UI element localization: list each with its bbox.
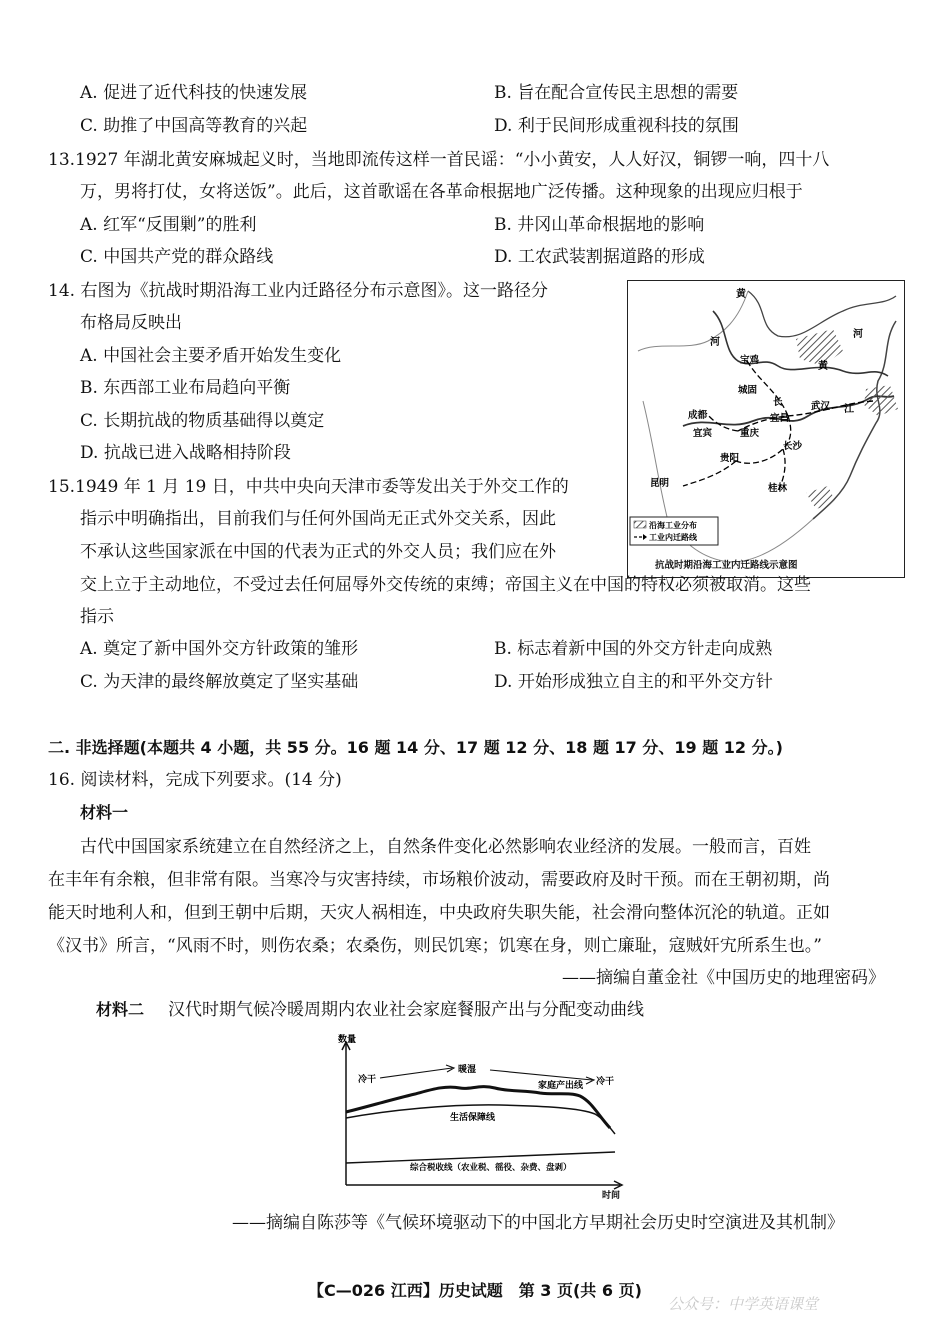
watermark-text: 公众号：中学英语课堂 (668, 1295, 819, 1313)
map-label-guiyang: 贵阳 (720, 453, 740, 464)
material-1-line4: 《汉书》所言，“风雨不时，则伤农桑；农桑伤，则民饥寒；饥寒在身，则亡廉耻，寇贼奸宄所系生也。” (48, 936, 822, 956)
map-drawing (628, 281, 904, 577)
map-label-chang: 长 (773, 397, 783, 408)
q14-stem-line1: 14. 右图为《抗战时期沿海工业内迁路径分布示意图》。这一路径分 (48, 281, 548, 301)
section-2-title: 二. 非选择题(本题共 4 小题，共 55 分。16 题 14 分、17 题 12 分、18 题 17 分、19 题 12 分。) (48, 738, 783, 757)
chart-drawing (330, 1030, 630, 1200)
q13-option-b: B. 井冈山革命根据地的影响 (494, 215, 705, 235)
q15-option-a: A. 奠定了新中国外交方针政策的雏形 (80, 639, 359, 659)
q15-stem-line3: 不承认这些国家派在中国的代表为正式的外交人员；我们应在外 (80, 542, 556, 562)
q12-option-a: A. 促进了近代科技的快速发展 (80, 83, 308, 103)
map-caption: 抗战时期沿海工业内迁路线示意图 (655, 560, 798, 571)
material-1-line2: 在丰年有余粮，但非常有限。当寒冷与灾害持续，市场粮价波动，需要政府及时干预。而在王朝初期，尚 (48, 870, 830, 890)
map-label-chenggu: 城固 (738, 385, 758, 396)
label-subsistence: 生活保障线 (450, 1113, 496, 1123)
map-label-huang: 黄 (736, 289, 746, 300)
western-border (638, 291, 748, 351)
q15-stem-line4: 交上立于主动地位，不受过去任何屈辱外交传统的束缚；帝国主义在中国的特权必须被取消。这些 (80, 575, 811, 595)
q15-stem-line2: 指示中明确指出，目前我们与任何外国尚无正式外交关系，因此 (80, 509, 556, 529)
q13-option-a: A. 红军“反围剿”的胜利 (80, 215, 257, 235)
page-footer: 【C—026 江西】历史试题 第 3 页(共 6 页) (308, 1281, 642, 1300)
material-1-source: ——摘编自董金社《中国历史的地理密码》 (562, 968, 885, 988)
label-cold-dry-left: 冷干 (358, 1075, 377, 1085)
northern-border (748, 291, 896, 337)
y-axis-label: 数量 (338, 1035, 357, 1045)
q13-stem-line1: 13.1927 年湖北黄安麻城起义时，当地即流传这样一首民谣：“小小黄安，人人好汉，铜锣一响，四十八 (48, 150, 830, 170)
map-label-jiang: 江 (844, 404, 854, 415)
label-warm-wet: 暖湿 (458, 1065, 477, 1075)
q12-option-b: B. 旨在配合宣传民主思想的需要 (494, 83, 739, 103)
material-1-label: 材料一 (80, 803, 129, 822)
q15-stem-line5: 指示 (80, 607, 114, 627)
q15-option-c: C. 为天津的最终解放奠定了坚实基础 (80, 672, 359, 692)
q16-prompt: 16. 阅读材料，完成下列要求。(14 分) (48, 770, 342, 790)
material-1-line3: 能天时地利人和，但到王朝中后期，天灾人祸相连，中央政府失职失能，社会滑向整体沉沦的轨道。正如 (48, 903, 830, 923)
q14-option-b: B. 东西部工业布局趋向平衡 (80, 378, 291, 398)
x-axis-label: 时间 (602, 1191, 621, 1200)
arrow-warm-to-cold-head (586, 1077, 594, 1084)
q13-option-d: D. 工农武装割据道路的形成 (494, 247, 705, 267)
map-label-changsha: 长沙 (783, 441, 803, 452)
q14-option-a: A. 中国社会主要矛盾开始发生变化 (80, 346, 342, 366)
climate-output-chart (330, 1030, 630, 1200)
label-tax-line: 综合税收线（农业税、徭役、杂费、盘剥） (410, 1163, 572, 1173)
map-label-guilin: 桂林 (768, 483, 788, 494)
map-label-huang-2: 黄 (818, 361, 828, 372)
q14-stem-line2: 布格局反映出 (80, 313, 182, 333)
q12-option-d: D. 利于民间形成重视科技的氛围 (494, 116, 739, 136)
map-label-yichang: 宜昌 (770, 413, 790, 424)
industry-zone-south (806, 486, 836, 509)
q14-option-d: D. 抗战已进入战略相持阶段 (80, 443, 291, 463)
q13-stem-line2: 万，男将打仗，女将送饭”。此后，这首歌谣在各革命根据地广泛传播。这种现象的出现应归根于 (80, 182, 803, 202)
q15-option-d: D. 开始形成独立自主的和平外交方针 (494, 672, 773, 692)
material-1-line1: 古代中国国家系统建立在自然经济之上，自然条件变化必然影响农业经济的发展。一般而言，百姓 (80, 837, 811, 857)
map-label-chengdu: 成都 (688, 410, 708, 421)
industry-zone-east (864, 385, 898, 416)
label-cold-dry-right: 冷干 (596, 1077, 615, 1087)
material-2-title: 汉代时期气候冷暖周期内农业社会家庭餐服产出与分配变动曲线 (168, 1000, 644, 1020)
arrow-warm-to-cold (490, 1070, 592, 1080)
map-label-he-2: 河 (853, 329, 863, 340)
tax-line (346, 1152, 615, 1163)
map-label-kunming: 昆明 (650, 478, 670, 489)
route-guiyang-kunming (683, 461, 736, 486)
material-2-source: ——摘编自陈莎等《气候环境驱动下的中国北方早期社会历史时空演进及其机制》 (232, 1213, 844, 1233)
legend-industry-swatch (634, 521, 646, 528)
map-label-wuhan: 武汉 (811, 401, 831, 412)
q13-option-c: C. 中国共产党的群众路线 (80, 247, 274, 267)
q14-option-c: C. 长期抗战的物质基础得以奠定 (80, 411, 325, 431)
map-label-baoji: 宝鸡 (740, 355, 760, 366)
material-2-label: 材料二 (96, 1000, 145, 1019)
q15-option-b: B. 标志着新中国的外交方针走向成熟 (494, 639, 773, 659)
map-label-he: 河 (710, 337, 720, 348)
map-label-yibin: 宜宾 (693, 428, 713, 439)
q15-stem-line1: 15.1949 年 1 月 19 日，中共中央向天津市委等发出关于外交工作的 (48, 477, 569, 497)
label-family-output: 家庭产出线 (538, 1081, 584, 1091)
map-label-chongqing: 重庆 (740, 428, 760, 439)
legend-industry-label: 沿海工业分布 (649, 521, 697, 530)
arrow-cold-to-warm (380, 1068, 452, 1078)
legend-route-label: 工业内迁路线 (649, 533, 697, 542)
relocation-map (627, 280, 905, 578)
q12-option-c: C. 助推了中国高等教育的兴起 (80, 116, 308, 136)
